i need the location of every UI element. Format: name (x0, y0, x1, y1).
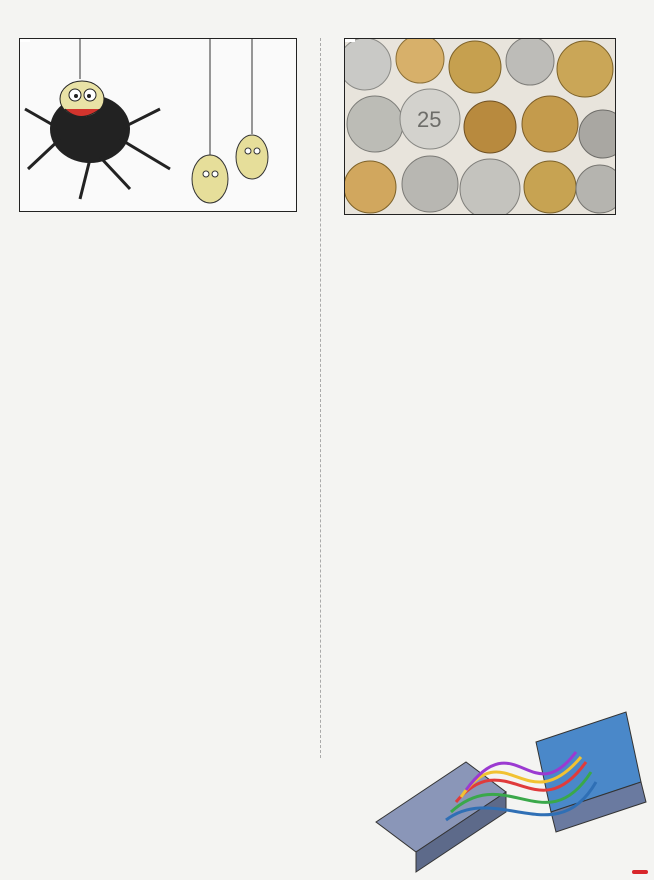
coins-image (345, 39, 615, 214)
illustration-page-number (20, 39, 30, 42)
svg-text:25: 25 (417, 107, 442, 132)
laptops-illustration (356, 702, 654, 880)
coins-illustration (344, 38, 616, 215)
column-divider (320, 38, 321, 758)
spider-illustration (19, 38, 297, 212)
spider-cartoon-image (20, 39, 296, 211)
illustration-page-number (345, 39, 355, 42)
site-watermark (632, 870, 648, 874)
